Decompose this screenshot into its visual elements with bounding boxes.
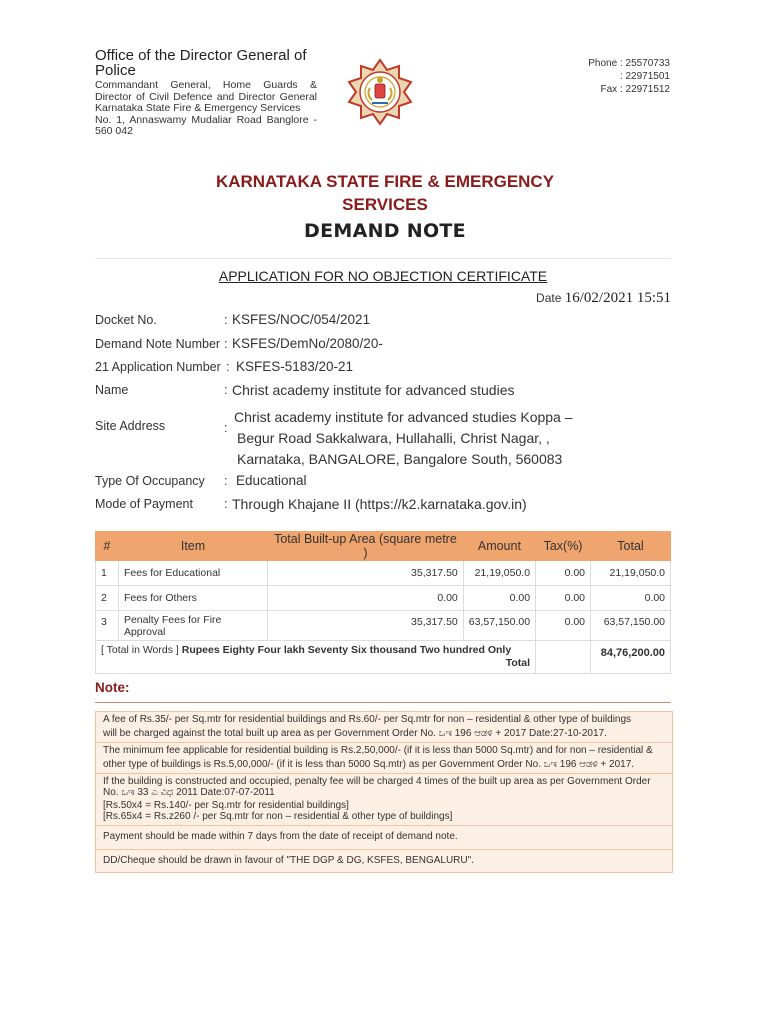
docket-label: Docket No. — [95, 313, 157, 327]
note-text: A fee of Rs.35/- per Sq.mtr for residential buildings and Rs.60/- per Sq.mtr for non – residential & other type of buildings — [103, 714, 632, 725]
karnataka-emblem-icon — [346, 58, 414, 126]
table-header-row — [96, 532, 671, 561]
total-words-prefix: [ Total in Words ] — [101, 644, 179, 656]
application-number-colon: : — [226, 360, 230, 374]
date-row — [400, 290, 671, 307]
row-amount: 21,19,050.0 — [463, 561, 535, 586]
divider — [95, 258, 671, 259]
column-header: Tax(%) — [536, 532, 591, 561]
demand-note-colon: : — [224, 337, 228, 351]
docket-colon: : — [224, 313, 228, 327]
site-address-value — [234, 407, 573, 470]
total-in-words — [96, 641, 536, 674]
name-value: Christ academy institute for advanced studies — [232, 382, 515, 398]
row-item: Fees for Others — [118, 586, 267, 611]
site-address-label: Site Address — [95, 419, 166, 433]
site-address-line2: Begur Road Sakkalwara, Hullahalli, Christ Nagar, , — [237, 430, 550, 446]
occupancy-value: Educational — [236, 473, 307, 488]
phone-secondary: : 22971501 — [619, 71, 670, 82]
row-total: 63,57,150.00 — [591, 611, 671, 641]
site-address-colon: : — [224, 421, 228, 435]
note-divider — [95, 702, 671, 703]
row-item: Penalty Fees for Fire Approval — [118, 611, 267, 641]
notes-list — [95, 711, 673, 873]
site-address-line3: Karnataka, BANGALORE, Bangalore South, 560083 — [237, 451, 563, 467]
grand-total: 84,76,200.00 — [591, 641, 671, 674]
application-title: APPLICATION FOR NO OBJECTION CERTIFICATE — [218, 268, 548, 284]
name-colon: : — [224, 383, 228, 397]
demand-note-value: KSFES/DemNo/2080/20- — [232, 336, 383, 351]
note-item — [96, 850, 672, 873]
demand-note-label: Demand Note Number — [95, 337, 221, 351]
row-total: 21,19,050.0 — [591, 561, 671, 586]
organisation-title-line1: KARNATAKA STATE FIRE & EMERGENCY — [215, 172, 555, 191]
payment-mode-colon: : — [224, 497, 228, 511]
note-text: [Rs.50x4 = Rs.140/- per Sq.mtr for residential buildings] — [103, 800, 349, 811]
total-label: Total — [505, 657, 531, 669]
note-text: will be charged against the total built up area as per Government Order No. ಒಇ 196 ಆಡಳಿ + 2017 Date:27-10-2017. — [103, 727, 607, 739]
note-item — [96, 743, 672, 774]
organisation-title-line2: SERVICES — [342, 195, 428, 214]
empty-cell — [536, 641, 591, 674]
name-label: Name — [95, 383, 129, 397]
occupancy-colon: : — [224, 474, 228, 488]
row-number: 3 — [96, 611, 119, 641]
organisation-title — [120, 170, 650, 216]
row-amount: 63,57,150.00 — [463, 611, 535, 641]
note-text: [Rs.65x4 = Rs.z260 /- per Sq.mtr for non – residential & other type of buildings] — [103, 810, 453, 822]
table-row — [96, 561, 671, 586]
total-words-text: Rupees Eighty Four lakh Seventy Six thousand Two hundred Only — [181, 644, 512, 656]
office-title: Office of the Director General of Police — [95, 47, 307, 79]
note-text: The minimum fee applicable for residential building is Rs.2,50,000/- (if it is less than 5000 Sq.mtr) and for non – residential & — [103, 745, 653, 756]
note-item — [96, 826, 672, 850]
payment-mode-label: Mode of Payment — [95, 497, 193, 511]
note-text: DD/Cheque should be drawn in favour of "THE DGP & DG, KSFES, BENGALURU". — [103, 854, 474, 866]
row-tax: 0.00 — [536, 586, 591, 611]
document-title: DEMAND NOTE — [304, 220, 466, 242]
note-text: other type of buildings is Rs.5,00,000/- (if it is less than 5000 Sq.mtr) as per Government Order No. ಒಇ 196 ಆಡಳಿ + 2017. — [103, 758, 635, 770]
table-total-row — [96, 641, 671, 674]
row-area: 0.00 — [268, 586, 464, 611]
column-header: # — [96, 532, 119, 561]
office-details — [95, 80, 317, 138]
site-address-line1: Christ academy institute for advanced studies Koppa – — [234, 409, 573, 425]
phone-primary: Phone : 25570733 — [588, 58, 670, 69]
table-row — [96, 586, 671, 611]
office-designation: Commandant General, Home Guards & Director of Civil Defence and Director General Karnataka State Fire & Emergency Services — [95, 79, 317, 114]
row-item: Fees for Educational — [118, 561, 267, 586]
row-amount: 0.00 — [463, 586, 535, 611]
table-row — [96, 611, 671, 641]
note-text: Payment should be made within 7 days from the date of receipt of demand note. — [103, 831, 458, 842]
note-item — [96, 712, 672, 743]
column-header: Amount — [463, 532, 535, 561]
note-text: If the building is constructed and occupied, penalty fee will be charged 4 times of the built up area as per Government Order No. ಒಇ 33 ಎ ವಿಧ 2011 Date:07-07-2011 — [103, 776, 651, 798]
row-area: 35,317.50 — [268, 611, 464, 641]
row-tax: 0.00 — [536, 561, 591, 586]
row-number: 1 — [96, 561, 119, 586]
date-value: 16/02/2021 15:51 — [564, 290, 671, 306]
column-header: Item — [118, 532, 267, 561]
fees-table — [95, 531, 671, 674]
occupancy-label: Type Of Occupancy — [95, 474, 205, 488]
note-item — [96, 774, 672, 826]
column-header: Total Built-up Area (square metre ) — [268, 532, 464, 561]
payment-mode-value: Through Khajane II (https://k2.karnataka.gov.in) — [232, 496, 527, 512]
row-number: 2 — [96, 586, 119, 611]
docket-value: KSFES/NOC/054/2021 — [232, 312, 371, 327]
date-label: Date — [536, 291, 562, 305]
contact-info — [560, 57, 670, 96]
row-tax: 0.00 — [536, 611, 591, 641]
office-address: No. 1, Annaswamy Mudaliar Road Banglore - 560 042 — [95, 113, 317, 137]
row-total: 0.00 — [591, 586, 671, 611]
fax-number: Fax : 22971512 — [600, 84, 670, 95]
note-heading: Note: — [95, 680, 130, 695]
application-number-label: 21 Application Number — [95, 360, 221, 374]
row-area: 35,317.50 — [268, 561, 464, 586]
application-number-value: KSFES-5183/20-21 — [236, 359, 354, 374]
column-header: Total — [591, 532, 671, 561]
